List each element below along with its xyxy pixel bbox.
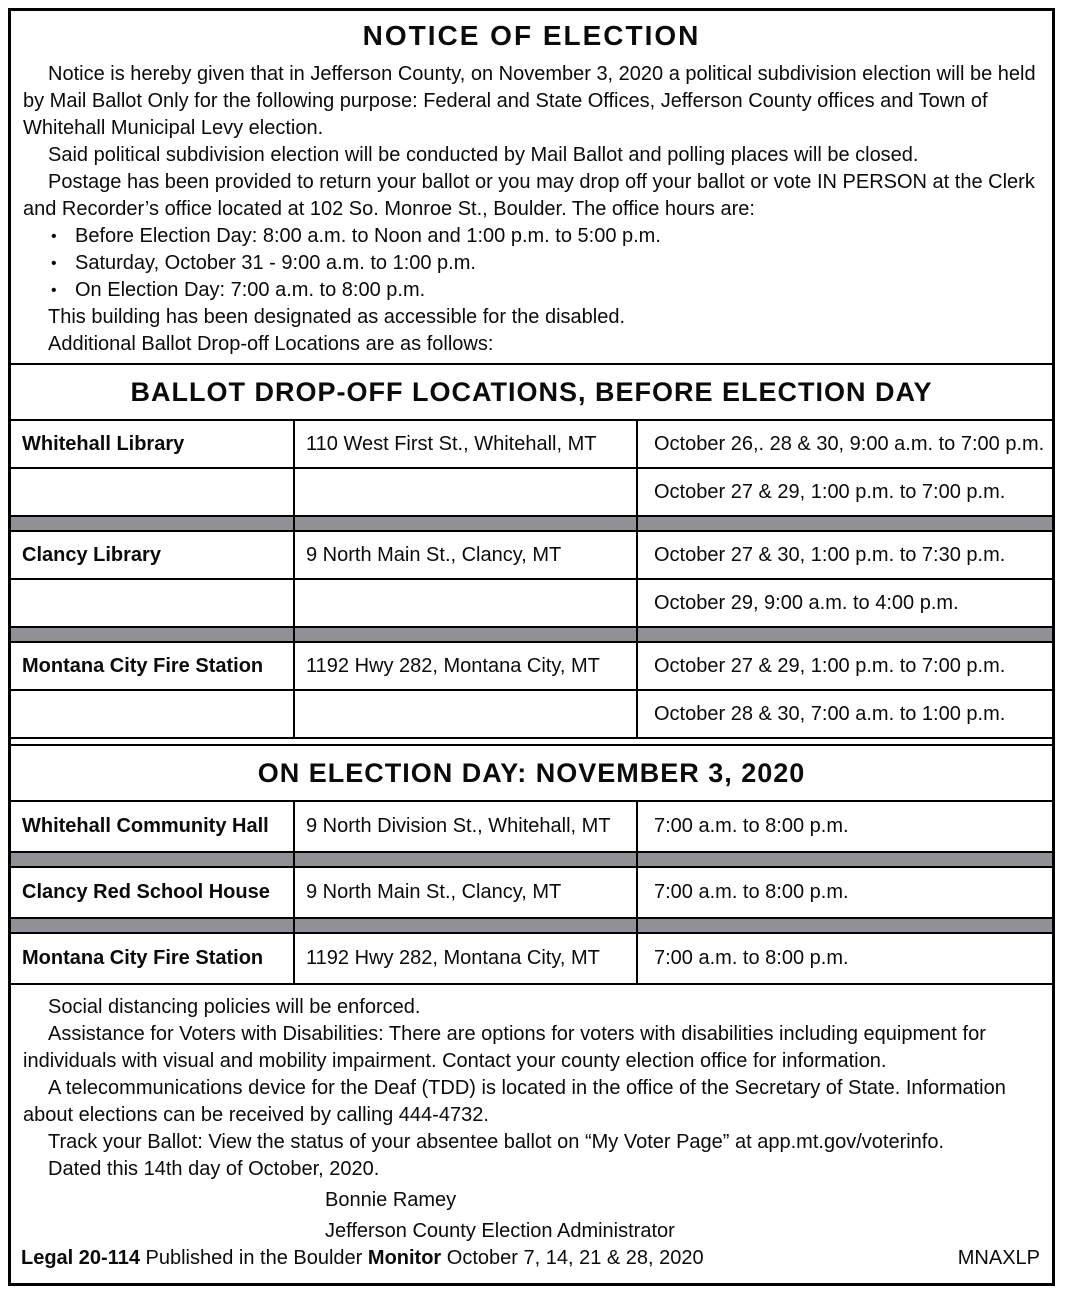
row-separator (11, 628, 295, 643)
row-separator (295, 517, 638, 532)
dated-line: Dated this 14th day of October, 2020. (48, 1158, 380, 1180)
office-hours-bullet-1 (23, 223, 1040, 250)
page-title: NOTICE OF ELECTION (362, 20, 701, 51)
intro-section (11, 11, 1052, 363)
notice-frame (8, 8, 1055, 1286)
section-heading-election-day: ON ELECTION DAY: NOVEMBER 3, 2020 (11, 744, 1052, 802)
closing-section (11, 985, 1052, 1247)
office-hours-bullet-2 (23, 250, 1040, 277)
publication-name: Monitor (367, 1247, 442, 1269)
signature-block (325, 1185, 1040, 1247)
closing-paragraph-4: Track your Ballot: View the status of your absentee ballot on “My Voter Page” at app.mt.gov/voterinfo. (48, 1131, 945, 1153)
row-separator (11, 919, 295, 934)
row-separator (295, 919, 638, 934)
table-cell-address: 1192 Hwy 282, Montana City, MT (295, 934, 638, 985)
table-cell-address: 1192 Hwy 282, Montana City, MT (295, 643, 638, 691)
publication-dates: October 7, 14, 21 & 28, 2020 (441, 1247, 704, 1269)
table-cell-hours: 7:00 a.m. to 8:00 p.m. (638, 868, 1052, 919)
signature-title: Jefferson County Election Administrator (325, 1220, 675, 1242)
table-cell-location (11, 469, 295, 517)
row-separator (638, 517, 1052, 532)
bullet-icon: • (51, 282, 57, 299)
table-cell-hours: October 27 & 30, 1:00 p.m. to 7:30 p.m. (638, 532, 1052, 580)
published-text: Published in the Boulder (139, 1247, 368, 1269)
closing-paragraph-2: Assistance for Voters with Disabilities: There are options for voters with disabilities including equipment for individuals with visual and mobility impairment. Contact your county election office for information. (23, 1023, 986, 1072)
intro-paragraph-3: Postage has been provided to return your ballot or you may drop off your ballot or vote IN PERSON at the Clerk and Recorder’s office located at 102 So. Monroe St., Boulder. The office hours are: (23, 171, 1035, 220)
table-cell-location (11, 580, 295, 628)
bullet-icon: • (51, 228, 57, 245)
closing-paragraph-3: A telecommunications device for the Deaf (TDD) is located in the office of the Secretary of State. Information about elections can be received by calling 444-4732. (23, 1077, 1006, 1126)
table-cell-hours: 7:00 a.m. to 8:00 p.m. (638, 934, 1052, 985)
bullet-text: Saturday, October 31 - 9:00 a.m. to 1:00 p.m. (75, 252, 476, 274)
table-cell-address (295, 469, 638, 517)
table-cell-location: Whitehall Community Hall (11, 802, 295, 853)
table-cell-hours: 7:00 a.m. to 8:00 p.m. (638, 802, 1052, 853)
intro-paragraph-1: Notice is hereby given that in Jefferson County, on November 3, 2020 a political subdivision election will be held by Mail Ballot Only for the following purpose: Federal and State Offices, Jefferson County offices and Town of Whitehall Municipal Levy election. (23, 63, 1036, 139)
publication-line (21, 1247, 704, 1270)
row-separator (638, 628, 1052, 643)
legal-number: Legal 20-114 (21, 1247, 140, 1269)
table-cell-hours: October 29, 9:00 a.m. to 4:00 p.m. (638, 580, 1052, 628)
bullet-icon: • (51, 255, 57, 272)
signature-name: Bonnie Ramey (325, 1189, 457, 1211)
table-cell-location: Montana City Fire Station (11, 934, 295, 985)
table-cell-hours: October 27 & 29, 1:00 p.m. to 7:00 p.m. (638, 469, 1052, 517)
legal-footer (11, 1247, 1052, 1283)
intro-paragraph-5: Additional Ballot Drop-off Locations are as follows: (48, 333, 494, 355)
intro-paragraph-4: This building has been designated as accessible for the disabled. (48, 306, 626, 328)
row-separator (638, 853, 1052, 868)
office-hours-bullet-3 (23, 277, 1040, 304)
row-separator (638, 919, 1052, 934)
intro-paragraph-2: Said political subdivision election will be conducted by Mail Ballot and polling places will be closed. (48, 144, 919, 166)
bullet-text: Before Election Day: 8:00 a.m. to Noon and 1:00 p.m. to 5:00 p.m. (75, 225, 661, 247)
row-separator (295, 853, 638, 868)
table-cell-address: 9 North Main St., Clancy, MT (295, 868, 638, 919)
table-cell-address: 110 West First St., Whitehall, MT (295, 421, 638, 469)
table-cell-address: 9 North Main St., Clancy, MT (295, 532, 638, 580)
dropoff-locations-table (11, 421, 1052, 739)
section-heading-before-election-day: BALLOT DROP-OFF LOCATIONS, BEFORE ELECTION DAY (11, 363, 1052, 421)
table-cell-address (295, 691, 638, 739)
table-cell-hours: October 28 & 30, 7:00 a.m. to 1:00 p.m. (638, 691, 1052, 739)
table-cell-hours: October 27 & 29, 1:00 p.m. to 7:00 p.m. (638, 643, 1052, 691)
table-cell-location: Whitehall Library (11, 421, 295, 469)
mnaxlp-code: MNAXLP (957, 1247, 1040, 1269)
closing-paragraph-1: Social distancing policies will be enforced. (48, 996, 421, 1018)
election-day-locations-table (11, 802, 1052, 985)
bullet-text: On Election Day: 7:00 a.m. to 8:00 p.m. (75, 279, 426, 301)
table-cell-hours: October 26,. 28 & 30, 9:00 a.m. to 7:00 p.m. (638, 421, 1052, 469)
row-separator (295, 628, 638, 643)
table-cell-location: Clancy Library (11, 532, 295, 580)
table-cell-address: 9 North Division St., Whitehall, MT (295, 802, 638, 853)
row-separator (11, 853, 295, 868)
table-cell-address (295, 580, 638, 628)
table-cell-location: Clancy Red School House (11, 868, 295, 919)
row-separator (11, 517, 295, 532)
table-cell-location: Montana City Fire Station (11, 643, 295, 691)
table-cell-location (11, 691, 295, 739)
